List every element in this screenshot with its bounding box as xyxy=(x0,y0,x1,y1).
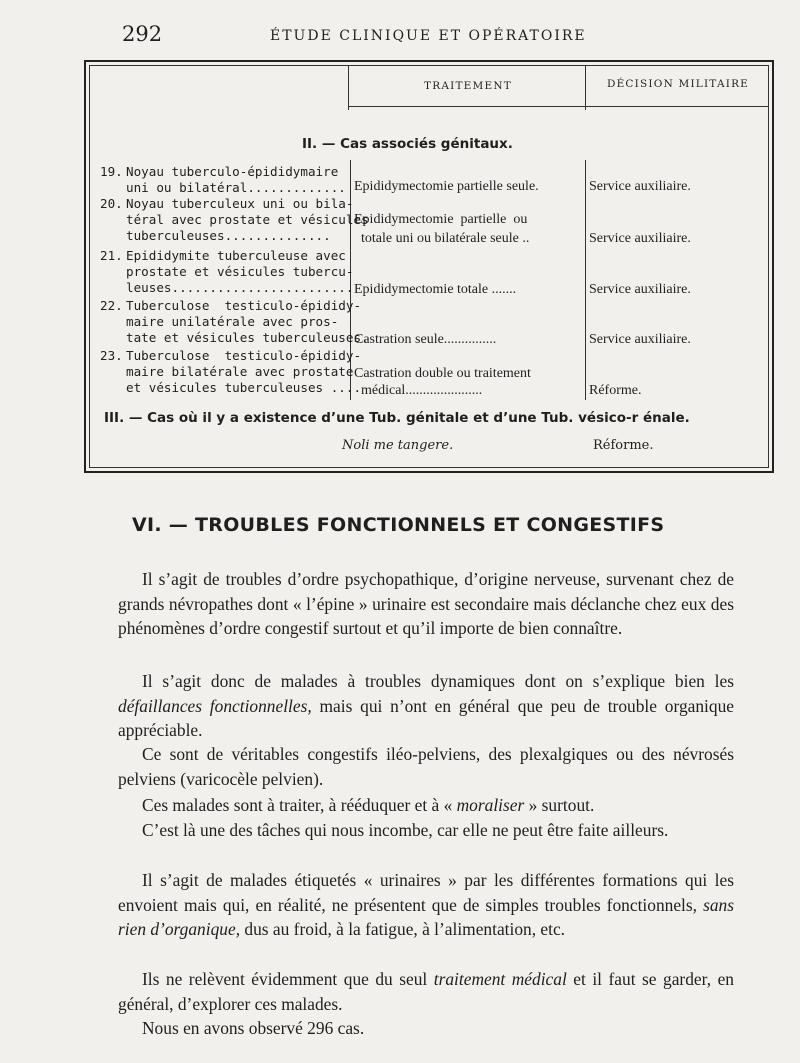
case-description: Noyau tuberculeux uni ou bila- xyxy=(126,196,354,211)
noli-me-tangere: Noli me tangere. xyxy=(342,438,454,453)
case-description: maire unilatérale avec pros- xyxy=(126,314,339,329)
case-description: uni ou bilatéral............. xyxy=(126,180,346,195)
paragraph: Il s’agit de troubles d’ordre psychopathique, d’origine nerveuse, survenant chez de grands névropathes dont « l’épine » urinaire est secondaire mais déclanche chez eux des phénomènes d’ordre congestif surtout et qu’il importe de bien connaître. xyxy=(118,569,734,638)
chapter-heading: VI. — TROUBLES FONCTIONNELS ET CONGESTIFS xyxy=(132,514,665,536)
header-rule xyxy=(348,106,768,107)
page-number: 292 xyxy=(122,22,163,46)
treatment-cell: Castration double ou traitement xyxy=(354,366,531,381)
treatment-cell: Epididymectomie partielle seule. xyxy=(354,179,539,194)
column-header-decision: DÉCISION MILITAIRE xyxy=(606,78,750,90)
decision-cell: Réforme. xyxy=(589,383,642,398)
column-header-traitement: TRAITEMENT xyxy=(424,80,512,92)
case-description: tuberculeuses.............. xyxy=(126,228,331,243)
case-description: Tuberculose testiculo-épididy- xyxy=(126,298,362,313)
section-title-ii: II. — Cas associés génitaux. xyxy=(302,136,513,152)
treatment-cell: Castration seule............... xyxy=(354,332,497,347)
paragraph: Il s’agit de malades étiquetés « urinaires » par les différentes formations qui les envoient mais qui, en réalité, ne présentent que de simples troubles fonctionnels, sans rien d’organique, dus au froid, à la fatigue, à l’alimentation, etc. xyxy=(118,870,734,939)
decision-cell: Service auxiliaire. xyxy=(589,231,691,246)
running-title: ÉTUDE CLINIQUE ET OPÉRATOIRE xyxy=(270,28,587,44)
paragraph: Ce sont de véritables congestifs iléo-pelviens, des plexalgiques ou des névrosés pelviens (varicocèle pelvien). xyxy=(118,744,734,789)
decision-cell: Service auxiliaire. xyxy=(589,282,691,297)
decision-cell: Service auxiliaire. xyxy=(589,179,691,194)
paragraph: Nous en avons observé 296 cas. xyxy=(142,1018,365,1038)
case-description: maire bilatérale avec prostate xyxy=(126,364,354,379)
col-divider-2 xyxy=(585,66,586,110)
case-description: Noyau tuberculo-épididymaire xyxy=(126,164,339,179)
case-description: Epididymite tuberculeuse avec xyxy=(126,248,346,263)
paragraph: Il s’agit donc de malades à troubles dynamiques dont on s’explique bien les défaillances fonctionnelles, mais qui n’ont en général que peu de trouble organique appréciable. xyxy=(118,671,734,740)
case-description: Tuberculose testiculo-épididy- xyxy=(126,348,362,363)
decision-cell: Service auxiliaire. xyxy=(589,332,691,347)
case-description: leuses........................ xyxy=(126,280,354,295)
treatment-cell: Epididymectomie totale ....... xyxy=(354,282,517,297)
treatment-cell: totale uni ou bilatérale seule .. xyxy=(354,231,530,246)
case-description: téral avec prostate et vésicules xyxy=(126,212,369,227)
col-divider-2-body xyxy=(585,160,586,400)
case-number: 21. xyxy=(100,248,123,263)
case-number: 20. xyxy=(100,196,123,211)
paragraph: Ces malades sont à traiter, à rééduquer et à « moraliser » surtout. xyxy=(142,795,595,815)
treatment-cell: médical...................... xyxy=(354,383,483,398)
case-description: prostate et vésicules tubercu- xyxy=(126,264,354,279)
case-number: 19. xyxy=(100,164,123,179)
paragraph: Ils ne relèvent évidemment que du seul traitement médical et il faut se garder, en général, d’explorer ces malades. xyxy=(118,969,734,1014)
case-description: et vésicules tuberculeuses .... xyxy=(126,380,362,395)
case-description: tate et vésicules tuberculeuses. xyxy=(126,330,369,345)
col-divider-1 xyxy=(348,66,349,110)
treatment-cell: Epididymectomie partielle ou xyxy=(354,212,528,227)
case-number: 22. xyxy=(100,298,123,313)
decision-reforme: Réforme. xyxy=(593,438,654,453)
case-number: 23. xyxy=(100,348,123,363)
section-title-iii: III. — Cas où il y a existence d’une Tub. génitale et d’une Tub. vésico-r énale. xyxy=(104,410,690,426)
paragraph: C’est là une des tâches qui nous incombe, car elle ne peut être faite ailleurs. xyxy=(142,820,669,840)
